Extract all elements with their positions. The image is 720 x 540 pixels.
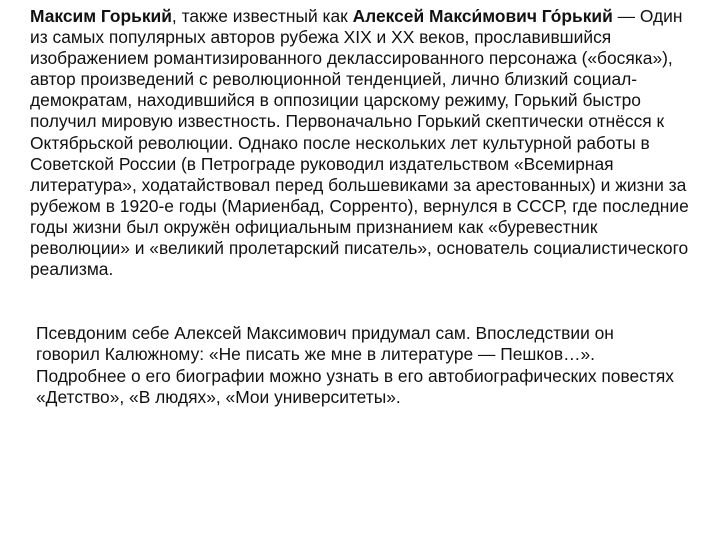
author-pen-name: Максим Горький (30, 6, 172, 26)
alias-intro-text: , также известный как (171, 6, 353, 26)
pseudonym-paragraph: Псевдоним себе Алексей Максимович придумал сам. Впоследствии он говорил Калюжному: «Не писать же мне в литературе — Пешков…». Подробнее о его биографии можно узнать в его автобиографических повестях «Детство», «В людях», «Мои университеты». (36, 323, 674, 407)
biography-body-text: — Один из самых популярных авторов рубежа XIX и XX веков, прославившийся изображением романтизированного деклассированного персонажа («босяка»), автор произведений с революционной тенденцией, лично близкий социал-демократам, находившийся в оппозиции царскому режиму, Горький быстро получил мировую известность. Первоначально Горький скептически отнёсся к Октябрьской революции. Однако после нескольких лет культурной работы в Советской России (в Петрограде руководил издательством «Всемирная литература», ходатайствовал перед большевиками за арестованных) и жизни за рубежом в 1920-е годы (Мариенбад, Сорренто), вернулся в СССР, где последние годы жизни был окружён официальным признанием как «буревестник революции» и «великий пролетарский писатель», основатель социалистического реализма. (30, 6, 689, 280)
author-real-name: Алексей Макси́мович Го́рький (352, 6, 613, 26)
biography-paragraph (30, 6, 696, 280)
